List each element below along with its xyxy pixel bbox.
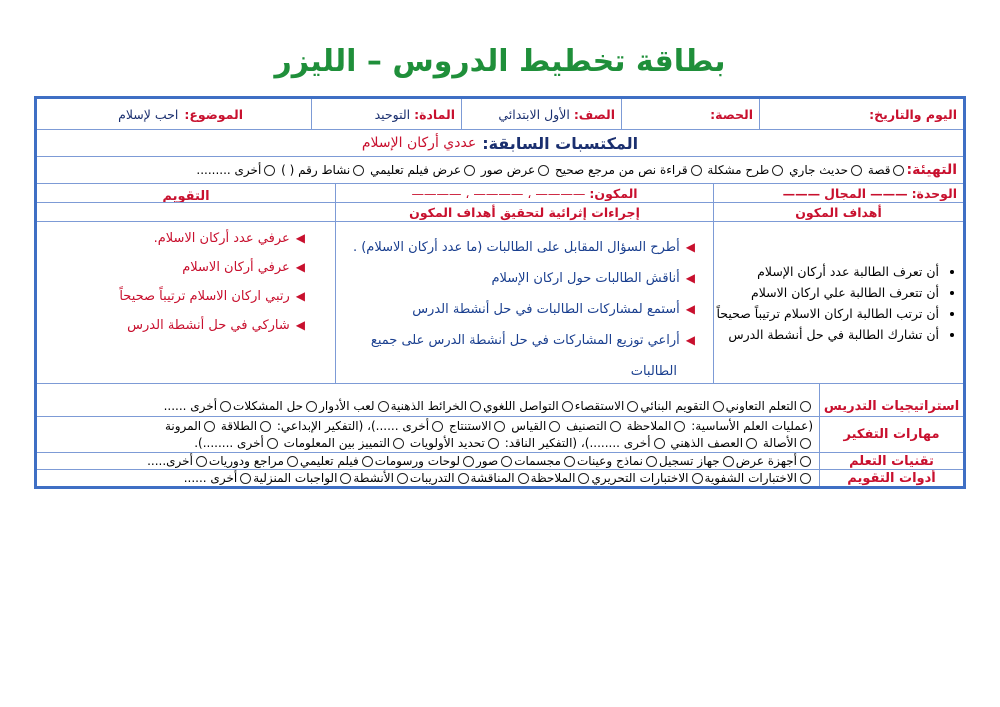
thinking-options <box>37 417 819 452</box>
radio-circle-icon[interactable] <box>196 456 207 467</box>
thinking-option: الملاحظة <box>626 419 672 433</box>
period-label: الحصة: <box>710 106 753 122</box>
procedure-item: ◀أراعي توزيع المشاركات في حل أنشطة الدرس على جميع <box>370 333 695 348</box>
radio-circle-icon[interactable] <box>562 401 573 412</box>
assessment-label: أدوات التقويم <box>847 470 936 486</box>
goals-cell <box>713 222 963 383</box>
radio-circle-icon[interactable] <box>260 421 271 432</box>
red-triangle-arrow-icon: ◀ <box>685 240 695 254</box>
radio-circle-icon[interactable] <box>800 456 811 467</box>
radio-circle-icon[interactable] <box>893 165 904 176</box>
radio-circle-icon[interactable] <box>646 456 657 467</box>
warmup-option: قراءة نص من مرجع صحيح <box>554 163 688 177</box>
red-triangle-arrow-icon: ◀ <box>295 231 305 245</box>
radio-circle-icon[interactable] <box>501 456 512 467</box>
unit-field-cell <box>713 184 963 202</box>
radio-circle-icon[interactable] <box>800 401 811 412</box>
technique-option: جهاز تسجيل <box>658 454 720 468</box>
warmup-options <box>196 163 906 177</box>
goal-item: • أن تعرف الطالبة عدد أركان الإسلام <box>716 261 939 282</box>
radio-circle-icon[interactable] <box>353 165 364 176</box>
thinking-basic-label: (عمليات العلم الأساسية: <box>691 419 813 433</box>
date-cell <box>759 99 963 129</box>
radio-circle-icon[interactable] <box>851 165 862 176</box>
radio-circle-icon[interactable] <box>564 456 575 467</box>
component-cell <box>335 184 713 202</box>
strategy-option: التقويم البنائي <box>640 399 710 413</box>
date-label: اليوم والتاريخ: <box>869 106 957 122</box>
evaluation-header: التقويم <box>162 188 210 202</box>
radio-circle-icon[interactable] <box>340 473 351 484</box>
subject-label: المادة: <box>414 106 455 122</box>
red-triangle-arrow-icon: ◀ <box>685 302 695 316</box>
technique-option: مراجع ودوريات <box>208 454 284 468</box>
strategy-option: التعلم التعاوني <box>725 399 797 413</box>
techniques-row <box>37 453 963 470</box>
header-row <box>37 99 963 130</box>
thinking-option: القياس <box>511 419 547 433</box>
procedures-cell <box>335 222 713 383</box>
unit-blank: ——— <box>870 185 908 201</box>
assessment-row <box>37 470 963 486</box>
warmup-option: عرض فيلم تعليمي <box>370 163 461 177</box>
procedure-item: ◀أطرح السؤال المقابل على الطالبات (ما عدد أركان الاسلام) . <box>352 240 695 255</box>
field-label: المجال <box>824 185 867 201</box>
prior-knowledge-value: عددي أركان الإسلام <box>361 135 477 151</box>
subject-value: التوحيد <box>374 106 411 122</box>
thinking-row <box>37 417 963 453</box>
goals-header: أهداف المكون <box>795 204 882 220</box>
red-triangle-arrow-icon: ◀ <box>295 260 305 274</box>
radio-circle-icon[interactable] <box>287 456 298 467</box>
thinking-option: التمييز بين المعلومات <box>283 436 391 450</box>
red-triangle-arrow-icon: ◀ <box>685 271 695 285</box>
radio-circle-icon[interactable] <box>494 421 505 432</box>
radio-circle-icon[interactable] <box>691 165 702 176</box>
thinking-option: الاستنتاج <box>448 419 492 433</box>
thinking-label: مهارات التفكير <box>843 427 940 442</box>
radio-circle-icon[interactable] <box>240 473 251 484</box>
assessment-option: الاختبارات التحريري <box>591 471 689 485</box>
radio-circle-icon[interactable] <box>463 456 474 467</box>
assessment-option: أخرى ...... <box>183 471 238 485</box>
radio-circle-icon[interactable] <box>518 473 529 484</box>
evaluation-item: ◀رتبي اركان الاسلام ترتيباً صحيحاً <box>119 289 305 304</box>
assessment-option: التدريبات <box>409 471 455 485</box>
goal-item: • أن ترتب الطالبة اركان الاسلام ترتيباً صحيحاً <box>716 303 939 324</box>
radio-circle-icon[interactable] <box>470 401 481 412</box>
procedure-item: ◀أستمع لمشاركات الطالبات في حل أنشطة الدرس <box>412 302 695 317</box>
technique-option: أجهزة عرض <box>735 454 797 468</box>
radio-circle-icon[interactable] <box>800 438 811 449</box>
radio-circle-icon[interactable] <box>538 165 549 176</box>
thinking-option: الأصالة <box>762 436 797 450</box>
evaluation-item: ◀عرفي عدد أركان الاسلام. <box>153 231 305 246</box>
radio-circle-icon[interactable] <box>264 165 275 176</box>
radio-circle-icon[interactable] <box>306 401 317 412</box>
warmup-option: طرح مشكلة <box>707 163 770 177</box>
procedure-item: ◀أناقش الطالبات حول اركان الإسلام <box>491 271 695 286</box>
topic-value: احب لإسلام <box>118 106 179 122</box>
radio-circle-icon[interactable] <box>488 438 499 449</box>
procedure-item-continued: الطالبات <box>630 364 677 379</box>
goal-item: • أن تشارك الطالبة في حل أنشطة الدرس <box>716 324 939 345</box>
technique-option: مجسمات <box>514 454 561 468</box>
evaluation-item: ◀شاركي في حل أنشطة الدرس <box>127 318 305 333</box>
technique-option: أخرى..... <box>147 454 193 468</box>
procedures-header-cell <box>335 203 713 221</box>
thinking-option: أخرى ........)، (التفكير الناقد: <box>504 436 651 450</box>
warmup-option: عرض صور <box>480 163 536 177</box>
radio-circle-icon[interactable] <box>549 421 560 432</box>
radio-circle-icon[interactable] <box>267 438 278 449</box>
radio-circle-icon[interactable] <box>692 473 703 484</box>
techniques-label: تقنيات التعلم <box>849 453 934 469</box>
assessment-option: المناقشة <box>470 471 515 485</box>
red-triangle-arrow-icon: ◀ <box>295 318 305 332</box>
techniques-options <box>37 453 819 469</box>
grade-label: الصف: <box>573 106 615 122</box>
strategy-option: الاستقصاء <box>574 399 625 413</box>
assessment-option: الأنشطة <box>353 471 394 485</box>
radio-circle-icon[interactable] <box>654 438 665 449</box>
main-content-row <box>37 222 963 384</box>
warmup-option: قصة <box>867 163 891 177</box>
field-blank: ——— <box>782 185 821 201</box>
thinking-option: التصنيف <box>566 419 607 433</box>
thinking-option: أخرى ........). <box>194 436 264 450</box>
lesson-plan-card <box>34 96 966 489</box>
strategies-row <box>37 384 963 417</box>
radio-circle-icon[interactable] <box>578 473 589 484</box>
grade-value: الأول الابتدائي <box>498 106 570 122</box>
warmup-option: نشاط رقم ( ) <box>281 163 351 177</box>
component-blank: ———— ، ———— ، ———— <box>411 185 586 201</box>
period-cell <box>621 99 759 129</box>
radio-circle-icon[interactable] <box>378 401 389 412</box>
radio-circle-icon[interactable] <box>220 401 231 412</box>
thinking-option: تحديد الأولويات <box>409 436 485 450</box>
thinking-option: أخرى ......)، (التفكير الإبداعي: <box>276 419 430 433</box>
topic-label: الموضوع: <box>184 106 243 122</box>
warmup-label: التهيئة: <box>906 162 957 178</box>
red-triangle-arrow-icon: ◀ <box>685 333 695 347</box>
strategy-option: لعب الأدوار <box>319 399 375 413</box>
radio-circle-icon[interactable] <box>713 401 724 412</box>
page-title: بطاقة تخطيط الدروس – الليزر <box>274 44 726 79</box>
radio-circle-icon[interactable] <box>464 165 475 176</box>
thinking-option: المرونة <box>164 419 202 433</box>
procedures-header: إجراءات إثرائية لتحقيق أهداف المكون <box>409 204 640 220</box>
radio-circle-icon[interactable] <box>627 401 638 412</box>
thinking-option: الطلاقة <box>220 419 258 433</box>
radio-circle-icon[interactable] <box>746 438 757 449</box>
radio-circle-icon[interactable] <box>800 473 811 484</box>
strategy-option: الخرائط الذهنية <box>390 399 468 413</box>
strategies-label-cell <box>819 384 963 416</box>
technique-option: صور <box>476 454 499 468</box>
technique-option: نماذج وعينات <box>576 454 643 468</box>
assessment-options <box>37 470 819 486</box>
radio-circle-icon[interactable] <box>458 473 469 484</box>
strategies-label: استراتيجيات التدريس <box>823 398 960 414</box>
radio-circle-icon[interactable] <box>362 456 373 467</box>
thinking-line-2 <box>41 435 813 452</box>
evaluation-cell <box>37 222 335 383</box>
strategy-option: التواصل اللغوي <box>483 399 559 413</box>
assessment-option: الملاحظة <box>530 471 576 485</box>
strategy-option: أخرى ...... <box>163 399 218 413</box>
radio-circle-icon[interactable] <box>393 438 404 449</box>
radio-circle-icon[interactable] <box>204 421 215 432</box>
radio-circle-icon[interactable] <box>674 421 685 432</box>
radio-circle-icon[interactable] <box>772 165 783 176</box>
thinking-label-cell <box>819 417 963 452</box>
technique-option: لوحات ورسومات <box>374 454 461 468</box>
goals-list <box>716 261 957 345</box>
warmup-row <box>37 157 963 184</box>
evaluation-header-cell <box>37 184 335 202</box>
unit-label: الوحدة: <box>911 185 957 201</box>
evaluation-item: ◀عرفي أركان الاسلام <box>182 260 305 275</box>
red-triangle-arrow-icon: ◀ <box>295 289 305 303</box>
assessment-option: الاختبارات الشفوية <box>704 471 797 485</box>
thinking-option: العصف الذهني <box>670 436 744 450</box>
strategy-option: حل المشكلات <box>233 399 304 413</box>
column-headers-row <box>37 203 963 222</box>
unit-row <box>37 184 963 203</box>
prior-knowledge-row <box>37 130 963 157</box>
prior-knowledge-label: المكتسبات السابقة: <box>482 133 639 153</box>
radio-circle-icon[interactable] <box>397 473 408 484</box>
strategies-options <box>37 384 819 416</box>
goals-header-cell <box>713 203 963 221</box>
radio-circle-icon[interactable] <box>723 456 734 467</box>
assessment-label-cell <box>819 470 963 486</box>
grade-cell <box>461 99 621 129</box>
warmup-option: حديث جاري <box>789 163 849 177</box>
subject-cell <box>311 99 461 129</box>
techniques-label-cell <box>819 453 963 469</box>
assessment-option: الواجبات المنزلية <box>253 471 338 485</box>
topic-cell <box>37 99 311 129</box>
warmup-option: أخرى ......... <box>196 163 262 177</box>
radio-circle-icon[interactable] <box>432 421 443 432</box>
thinking-line-1 <box>41 418 813 435</box>
radio-circle-icon[interactable] <box>610 421 621 432</box>
technique-option: فيلم تعليمي <box>299 454 359 468</box>
component-label: المكون: <box>589 185 638 201</box>
evaluation-header-spacer <box>37 203 335 221</box>
goal-item: • أن تتعرف الطالبة علي اركان الاسلام <box>716 282 939 303</box>
